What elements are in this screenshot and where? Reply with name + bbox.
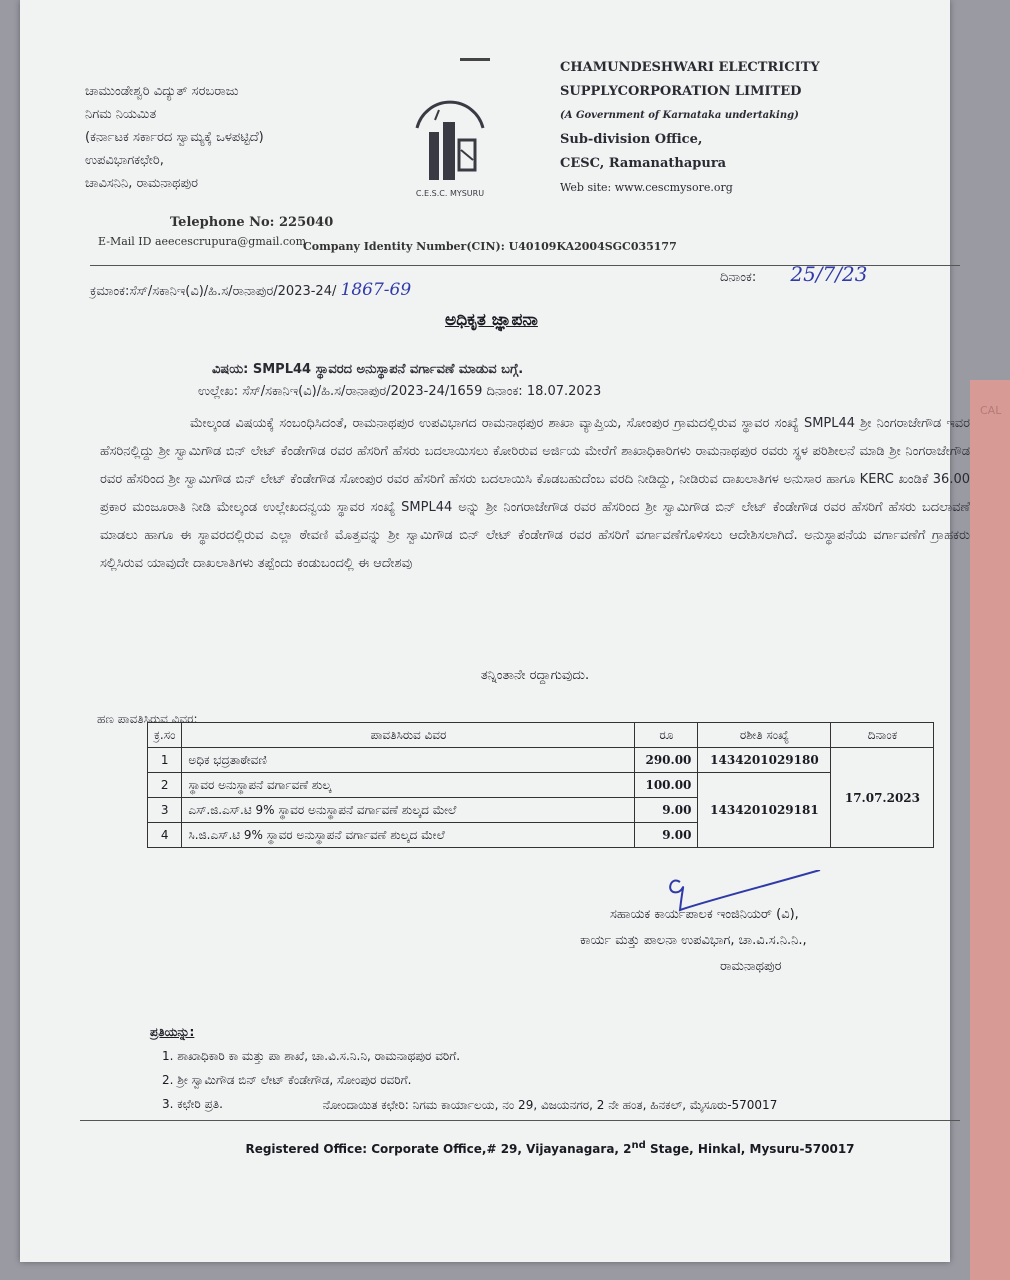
row-detail: ಎಸ್.ಜಿ.ಎಸ್.ಟಿ 9% ಸ್ಥಾವರ ಅನುಸ್ಥಾಪನೆ ವರ್ಗಾವಣೆ ಶುಲ್ಕದ ಮೇಲೆ (182, 798, 635, 823)
header-right (560, 56, 820, 200)
signature-line3: ರಾಮನಾಥಪುರ (720, 959, 782, 974)
header-left-line1: ಚಾಮುಂಡೇಶ್ವರಿ ವಿದ್ಯುತ್ ಸರಬರಾಜು (85, 84, 239, 99)
row-detail: ಸಿ.ಜಿ.ಎಸ್.ಟಿ 9% ಸ್ಥಾವರ ಅನುಸ್ಥಾಪನೆ ವರ್ಗಾವಣೆ ಶುಲ್ಕದ ಮೇಲೆ (182, 823, 635, 848)
signature-block (580, 902, 807, 980)
telephone: Telephone No: 225040 (170, 215, 334, 230)
table-header-row (148, 723, 934, 748)
table-row (148, 773, 934, 798)
payment-date: 17.07.2023 (831, 748, 934, 848)
signature-line1: ಸಹಾಯಕ ಕಾರ್ಯಪಾಲಕ ಇಂಜಿನಿಯರ್ (ವಿ), (610, 907, 799, 922)
website: Web site: www.cescmysore.org (560, 181, 733, 194)
header-left-line4: ಉಪವಿಭಾಗಕಛೇರಿ, (85, 153, 164, 168)
col-receipt: ರಶೀತಿ ಸಂಖ್ಯೆ (698, 723, 831, 748)
ref-line: ಉಲ್ಲೇಖ: ಸೆಸ್/ಸಕಾನಿಇ(ವಿ)/ಹಿ.ಸ/ರಾನಾಪುರ/2023-24/1659 ದಿನಾಂಕ: 18.07.2023 (198, 384, 602, 399)
row-sl: 1 (148, 748, 182, 773)
letter-page (20, 0, 970, 1262)
header-left-line3: (ಕರ್ನಾಟಕ ಸರ್ಕಾರದ ಸ್ವಾಮ್ಯಕ್ಕೆ ಒಳಪಟ್ಟಿದೆ) (85, 130, 264, 145)
top-mark (460, 58, 490, 61)
col-sl: ಕ್ರ.ಸಂ (148, 723, 182, 748)
header-left-line5: ಚಾವಿಸನಿನಿ, ರಾಮನಾಥಪುರ (85, 176, 198, 191)
reference-line (90, 280, 411, 300)
header-left-line2: ನಿಗಮ ನಿಯಮಿತ (85, 107, 157, 122)
row-detail: ಅಧಿಕ ಭದ್ರತಾಠೇವಣಿ (182, 748, 635, 773)
row-amount: 290.00 (635, 748, 698, 773)
footer-english-post: Stage, Hinkal, Mysuru-570017 (645, 1142, 855, 1156)
row-amount: 9.00 (635, 798, 698, 823)
copy-item: 1. ಶಾಖಾಧಿಕಾರಿ ಕಾ ಮತ್ತು ಪಾ ಶಾಖೆ, ಚಾ.ವಿ.ಸ.ನಿ.ನಿ, ರಾಮನಾಥಪುರ ವರಿಗೆ. (162, 1049, 461, 1063)
memo-title: ಅಧಿಕೃತ ಜ್ಞಾಪನಾ (445, 310, 538, 330)
memo-body-end: ತನ್ನಿಂತಾನೇ ರದ್ದಾಗುವುದು. (480, 668, 590, 683)
footer-english (140, 1140, 960, 1156)
logo-caption: C.E.S.C. MYSURU (415, 189, 485, 198)
row-sl: 3 (148, 798, 182, 823)
subject-line: ವಿಷಯ: SMPL44 ಸ್ಥಾವರದ ಅನುಸ್ಥಾಪನೆ ವರ್ಗಾವಣೆ ಮಾಡುವ ಬಗ್ಗೆ. (212, 362, 524, 377)
header-right-line3: (A Government of Karnataka undertaking) (560, 110, 799, 121)
row-amount: 100.00 (635, 773, 698, 798)
reference-number: 1867-69 (340, 280, 412, 300)
footer-english-pre: Registered Office: Corporate Office,# 29, Vijayanagara, 2 (245, 1142, 632, 1156)
header-right-line1: CHAMUNDESHWARI ELECTRICITY (560, 60, 820, 75)
header-left (85, 80, 264, 195)
memo-body: ಮೇಲ್ಕಂಡ ವಿಷಯಕ್ಕೆ ಸಂಬಂಧಿಸಿದಂತೆ, ರಾಮನಾಥಪುರ ಉಪವಿಭಾಗದ ರಾಮನಾಥಪುರ ಶಾಖಾ ವ್ಯಾಪ್ತಿಯ, ಸೋಂಪುರ ಗ್ರಾಮದಲ್ಲಿರುವ ಸ್ಥಾವರ ಸಂಖ್ಯೆ SMPL44 ಶ್ರೀ ನಿಂಗರಾಜೇಗೌಡ ಇವರ ಹೆಸರಿನಲ್ಲಿದ್ದು ಶ್ರೀ ಸ್ವಾಮಿಗೌಡ ಬಿನ್ ಲೇಟ್ ಕೆಂಡೇಗೌಡ ರವರ ಹೆಸರಿಗೆ ಹೆಸರು ಬದಲಾಯಿಸಲು ಕೋರಿರುವ ಅರ್ಜಿಯ ಮೇರೆಗೆ ಶಾಖಾಧಿಕಾರಿಗಳು ರಾಮನಾಥಪುರ ರವರು ಸ್ಥಳ ಪರಿಶೀಲನೆ ಮಾಡಿ ಶ್ರೀ ನಿಂಗರಾಜೇಗೌಡ ರವರ ಹೆಸರಿಂದ ಶ್ರೀ ಸ್ವಾಮಿಗೌಡ ಬಿನ್ ಲೇಟ್ ಕೆಂಡೇಗೌಡ ಸೋಂಪುರ ರವರ ಹೆಸರಿಗೆ ಹೆಸರು ಬದಲಾಯಿಸಿ ಕೊಡಬಹುದೆಂಬ ವರದಿ ನೀಡಿದ್ದು, ನೀಡಿರುವ ದಾಖಲಾತಿಗಳ ಅನುಸಾರ ಹಾಗೂ KERC ಖಂಡಿಕೆ 36.00 ಪ್ರಕಾರ ಮಂಜೂರಾತಿ ನೀಡಿ ಮೇಲ್ಕಂಡ ಉಲ್ಲೇಖದನ್ವಯ ಸ್ಥಾವರ ಸಂಖ್ಯೆ SMPL44 ಅನ್ನು ಶ್ರೀ ನಿಂಗರಾಜೇಗೌಡ ರವರ ಹೆಸರಿಂದ ಶ್ರೀ ಸ್ವಾಮಿಗೌಡ ಬಿನ್ ಲೇಟ್ ಕೆಂಡೇಗೌಡ ರವರ ಹೆಸರಿಗೆ ಹೆಸರು ಬದಲಾವಣೆ ಮಾಡಲು ಹಾಗೂ ಈ ಸ್ಥಾವರದಲ್ಲಿರುವ ಎಲ್ಲಾ ಠೇವಣಿ ಮೊತ್ತವನ್ನು ಶ್ರೀ ಸ್ವಾಮಿಗೌಡ ಬಿನ್ ಲೇಟ್ ಕೆಂಡೇಗೌಡ ರವರ ಹೆಸರಿಗೆ ವರ್ಗಾವಣೆಗೊಳಿಸಲು ಆದೇಶಿಸಲಾಗಿದೆ. ಅನುಸ್ಥಾಪನೆಯ ವರ್ಗಾವಣೆಗೆ ಗ್ರಾಹಕರು ಸಲ್ಲಿಸಿರುವ ಯಾವುದೇ ದಾಖಲಾತಿಗಳು ತಪ್ಪೆಂದು ಕಂಡುಬಂದಲ್ಲಿ ಈ ಆದೇಶವು (100, 416, 970, 571)
copy-item: 2. ಶ್ರೀ ಸ್ವಾಮಿಗೌಡ ಬಿನ್ ಲೇಟ್ ಕೆಂಡೇಗೌಡ, ಸೋಂಪುರ ರವರಿಗೆ. (162, 1073, 412, 1087)
row-detail: ಸ್ಥಾವರ ಅನುಸ್ಥಾಪನೆ ವರ್ಗಾವಣೆ ಶುಲ್ಕ (182, 773, 635, 798)
row-sl: 2 (148, 773, 182, 798)
header-right-line5: CESC, Ramanathapura (560, 156, 727, 171)
receipt-number: 1434201029181 (698, 773, 831, 848)
reference-prefix: ಕ್ರಮಾಂಕ:ಸೆಸ್/ಸಕಾನಿಇ(ವಿ)/ಹಿ.ಸ/ರಾನಾಪುರ/2023-24/ (90, 284, 337, 299)
table-row (148, 748, 934, 773)
receipt-number: 1434201029180 (698, 748, 831, 773)
date-label: ದಿನಾಂಕ: (720, 270, 757, 285)
cesc-logo-icon (405, 100, 495, 200)
date-handwritten: 25/7/23 (790, 262, 868, 286)
col-detail: ಪಾವತಿಸಿರುವ ವಿವರ (182, 723, 635, 748)
footer-kannada: ನೋಂದಾಯಿತ ಕಛೇರಿ: ನಿಗಮ ಕಾರ್ಯಾಲಯ, ನಂ 29, ವಿಜಯನಗರ, 2 ನೇ ಹಂತ, ಹಿನಕಲ್, ಮೈಸೂರು-570017 (322, 1098, 778, 1112)
footer-english-sup: nd (631, 1140, 646, 1151)
cin-number: Company Identity Number(CIN): U40109KA2004SGC035177 (303, 240, 677, 253)
col-amount: ರೂ (635, 723, 698, 748)
header-right-line4: Sub-division Office, (560, 132, 703, 147)
header-right-line2: SUPPLYCORPORATION LIMITED (560, 84, 802, 99)
row-amount: 9.00 (635, 823, 698, 848)
signature-line2: ಕಾರ್ಯ ಮತ್ತು ಪಾಲನಾ ಉಪವಿಭಾಗ, ಚಾ.ವಿ.ಸ.ನಿ.ನಿ., (580, 933, 807, 948)
date-line (720, 262, 867, 286)
payment-table (147, 722, 934, 848)
footer-divider (80, 1120, 960, 1121)
col-date: ದಿನಾಂಕ (831, 723, 934, 748)
copies-heading: ಪ್ರತಿಯನ್ನು: (150, 1025, 195, 1039)
copy-item: 3. ಕಛೇರಿ ಪ್ರತಿ. (162, 1097, 223, 1111)
email: E-Mail ID aeecescrupura@gmail.com (98, 235, 307, 248)
background-folder: CAL (970, 380, 1010, 1280)
row-sl: 4 (148, 823, 182, 848)
payment-caption: ಹಣ ಪಾವತಿಸಿರುವ ವಿವರ: (97, 712, 198, 726)
